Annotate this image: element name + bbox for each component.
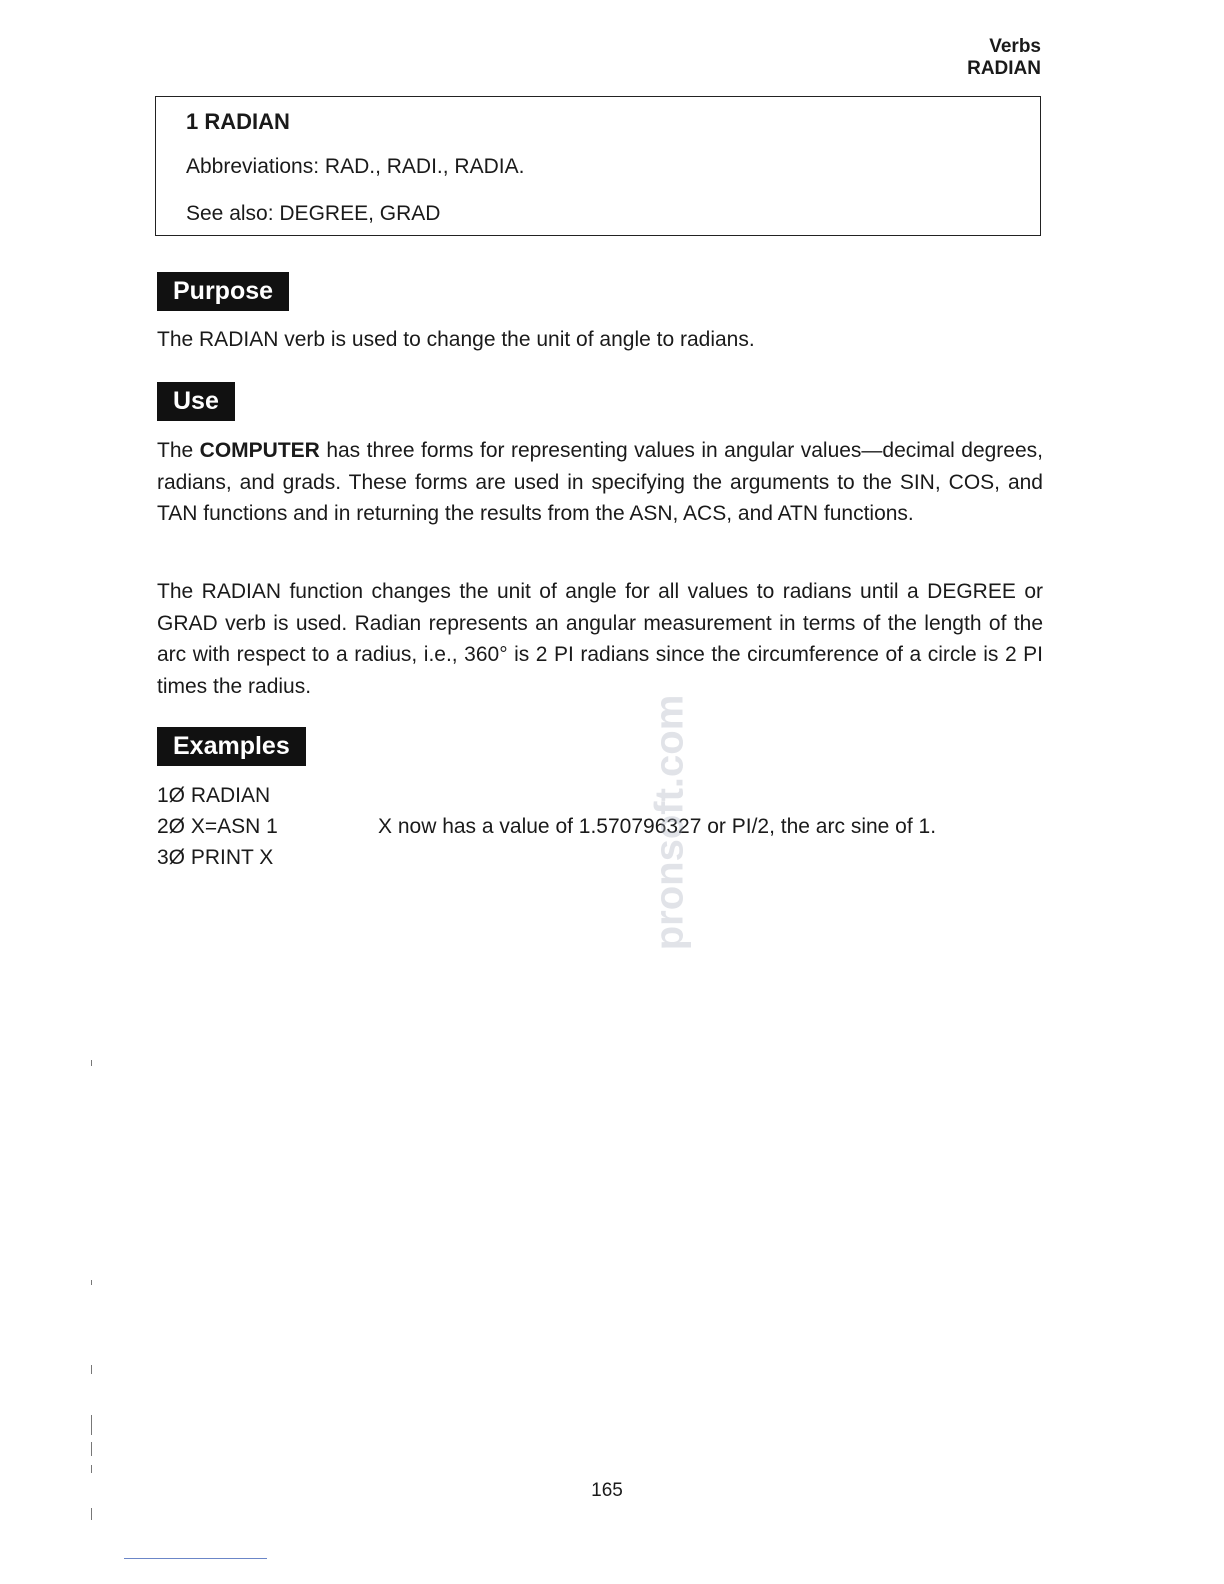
watermark: pronsoft.com (647, 694, 692, 951)
header-section: Verbs (989, 36, 1041, 57)
footer-rule (124, 1558, 267, 1559)
purpose-heading: Purpose (157, 272, 289, 311)
scan-mark (91, 1508, 92, 1520)
computer-bold: COMPUTER (199, 439, 320, 462)
purpose-text: The RADIAN verb is used to change the unit of angle to radians. (157, 328, 755, 351)
examples-heading: Examples (157, 727, 306, 766)
running-header (967, 36, 1041, 80)
syntax-box (155, 96, 1041, 236)
see-also-line: See also: DEGREE, GRAD (186, 202, 441, 225)
scan-mark (91, 1442, 92, 1456)
scan-mark (91, 1060, 92, 1066)
scan-mark (91, 1365, 92, 1374)
use-heading: Use (157, 382, 235, 421)
use-paragraph-1 (157, 435, 1043, 530)
abbreviations-line: Abbreviations: RAD., RADI., RADIA. (186, 155, 525, 178)
code-line-20: 2Ø X=ASN 1 (157, 815, 278, 838)
use-p1-rest: has three forms for representing values in angular values—decimal degrees, radians, and grads. These forms are used in specifying the arguments to the SIN, COS, and TAN functions and in returning the results from the ASN, ACS, and ATN functions. (157, 439, 1043, 525)
use-p1-start: The (157, 439, 200, 462)
code-comment-20: X now has a value of 1.570796327 or PI/2, the arc sine of 1. (378, 815, 937, 838)
header-topic: RADIAN (967, 58, 1041, 79)
code-line-30: 3Ø PRINT X (157, 846, 274, 869)
code-line-10: 1Ø RADIAN (157, 784, 271, 807)
scan-mark (91, 1465, 92, 1473)
scan-mark (91, 1415, 92, 1435)
page-number: 165 (591, 1480, 623, 1501)
scan-mark (91, 1280, 92, 1285)
syntax-command: 1 RADIAN (186, 109, 290, 134)
use-paragraph-2: The RADIAN function changes the unit of angle for all values to radians until a DEGREE or GRAD verb is used. Radian represents an angular measurement in terms of the length of the arc with respect to a radius, i.e., 360° is 2 PI radians since the circumference of a circle is 2 PI times the radius. (157, 580, 1043, 698)
